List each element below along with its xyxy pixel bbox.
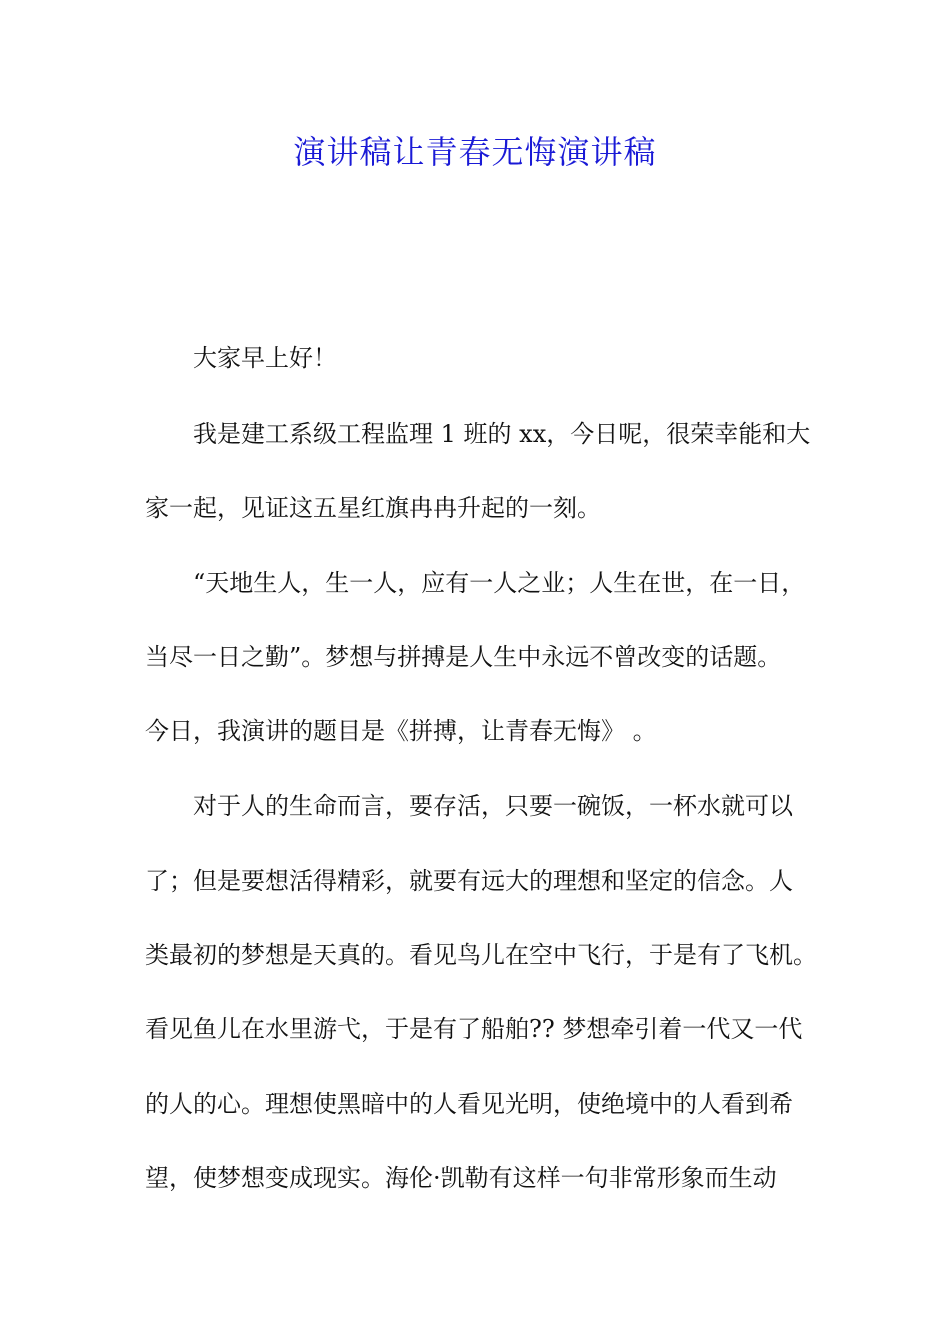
paragraph-line: “天地生人，生一人，应有一人之业；人生在世，在一日， bbox=[193, 569, 806, 597]
paragraph-line: 了；但是要想活得精彩，就要有远大的理想和坚定的信念。人 bbox=[145, 867, 793, 895]
paragraph-line: 大家早上好！ bbox=[193, 344, 337, 372]
paragraph-line: 望，使梦想变成现实。海伦·凯勒有这样一句非常形象而生动 bbox=[145, 1164, 777, 1192]
paragraph-line: 对于人的生命而言，要存活，只要一碗饭，一杯水就可以 bbox=[193, 792, 793, 820]
paragraph-line: 我是建工系级工程监理 1 班的 xx，今日呢，很荣幸能和大 bbox=[193, 420, 811, 448]
paragraph-line: 当尽一日之勤”。梦想与拼搏是人生中永远不曾改变的话题。 bbox=[145, 643, 782, 671]
paragraph-line: 家一起，见证这五星红旗冉冉升起的一刻。 bbox=[145, 494, 601, 522]
paragraph-line: 今日，我演讲的题目是《拼搏，让青春无悔》 。 bbox=[145, 717, 657, 745]
paragraph-line: 类最初的梦想是天真的。看见鸟儿在空中飞行，于是有了飞机。 bbox=[145, 941, 817, 969]
paragraph-line: 看见鱼儿在水里游弋，于是有了船舶?? 梦想牵引着一代又一代 bbox=[145, 1015, 803, 1043]
paragraph-line: 的人的心。理想使黑暗中的人看见光明，使绝境中的人看到希 bbox=[145, 1090, 793, 1118]
document-title: 演讲稿让青春无悔演讲稿 bbox=[293, 133, 657, 171]
